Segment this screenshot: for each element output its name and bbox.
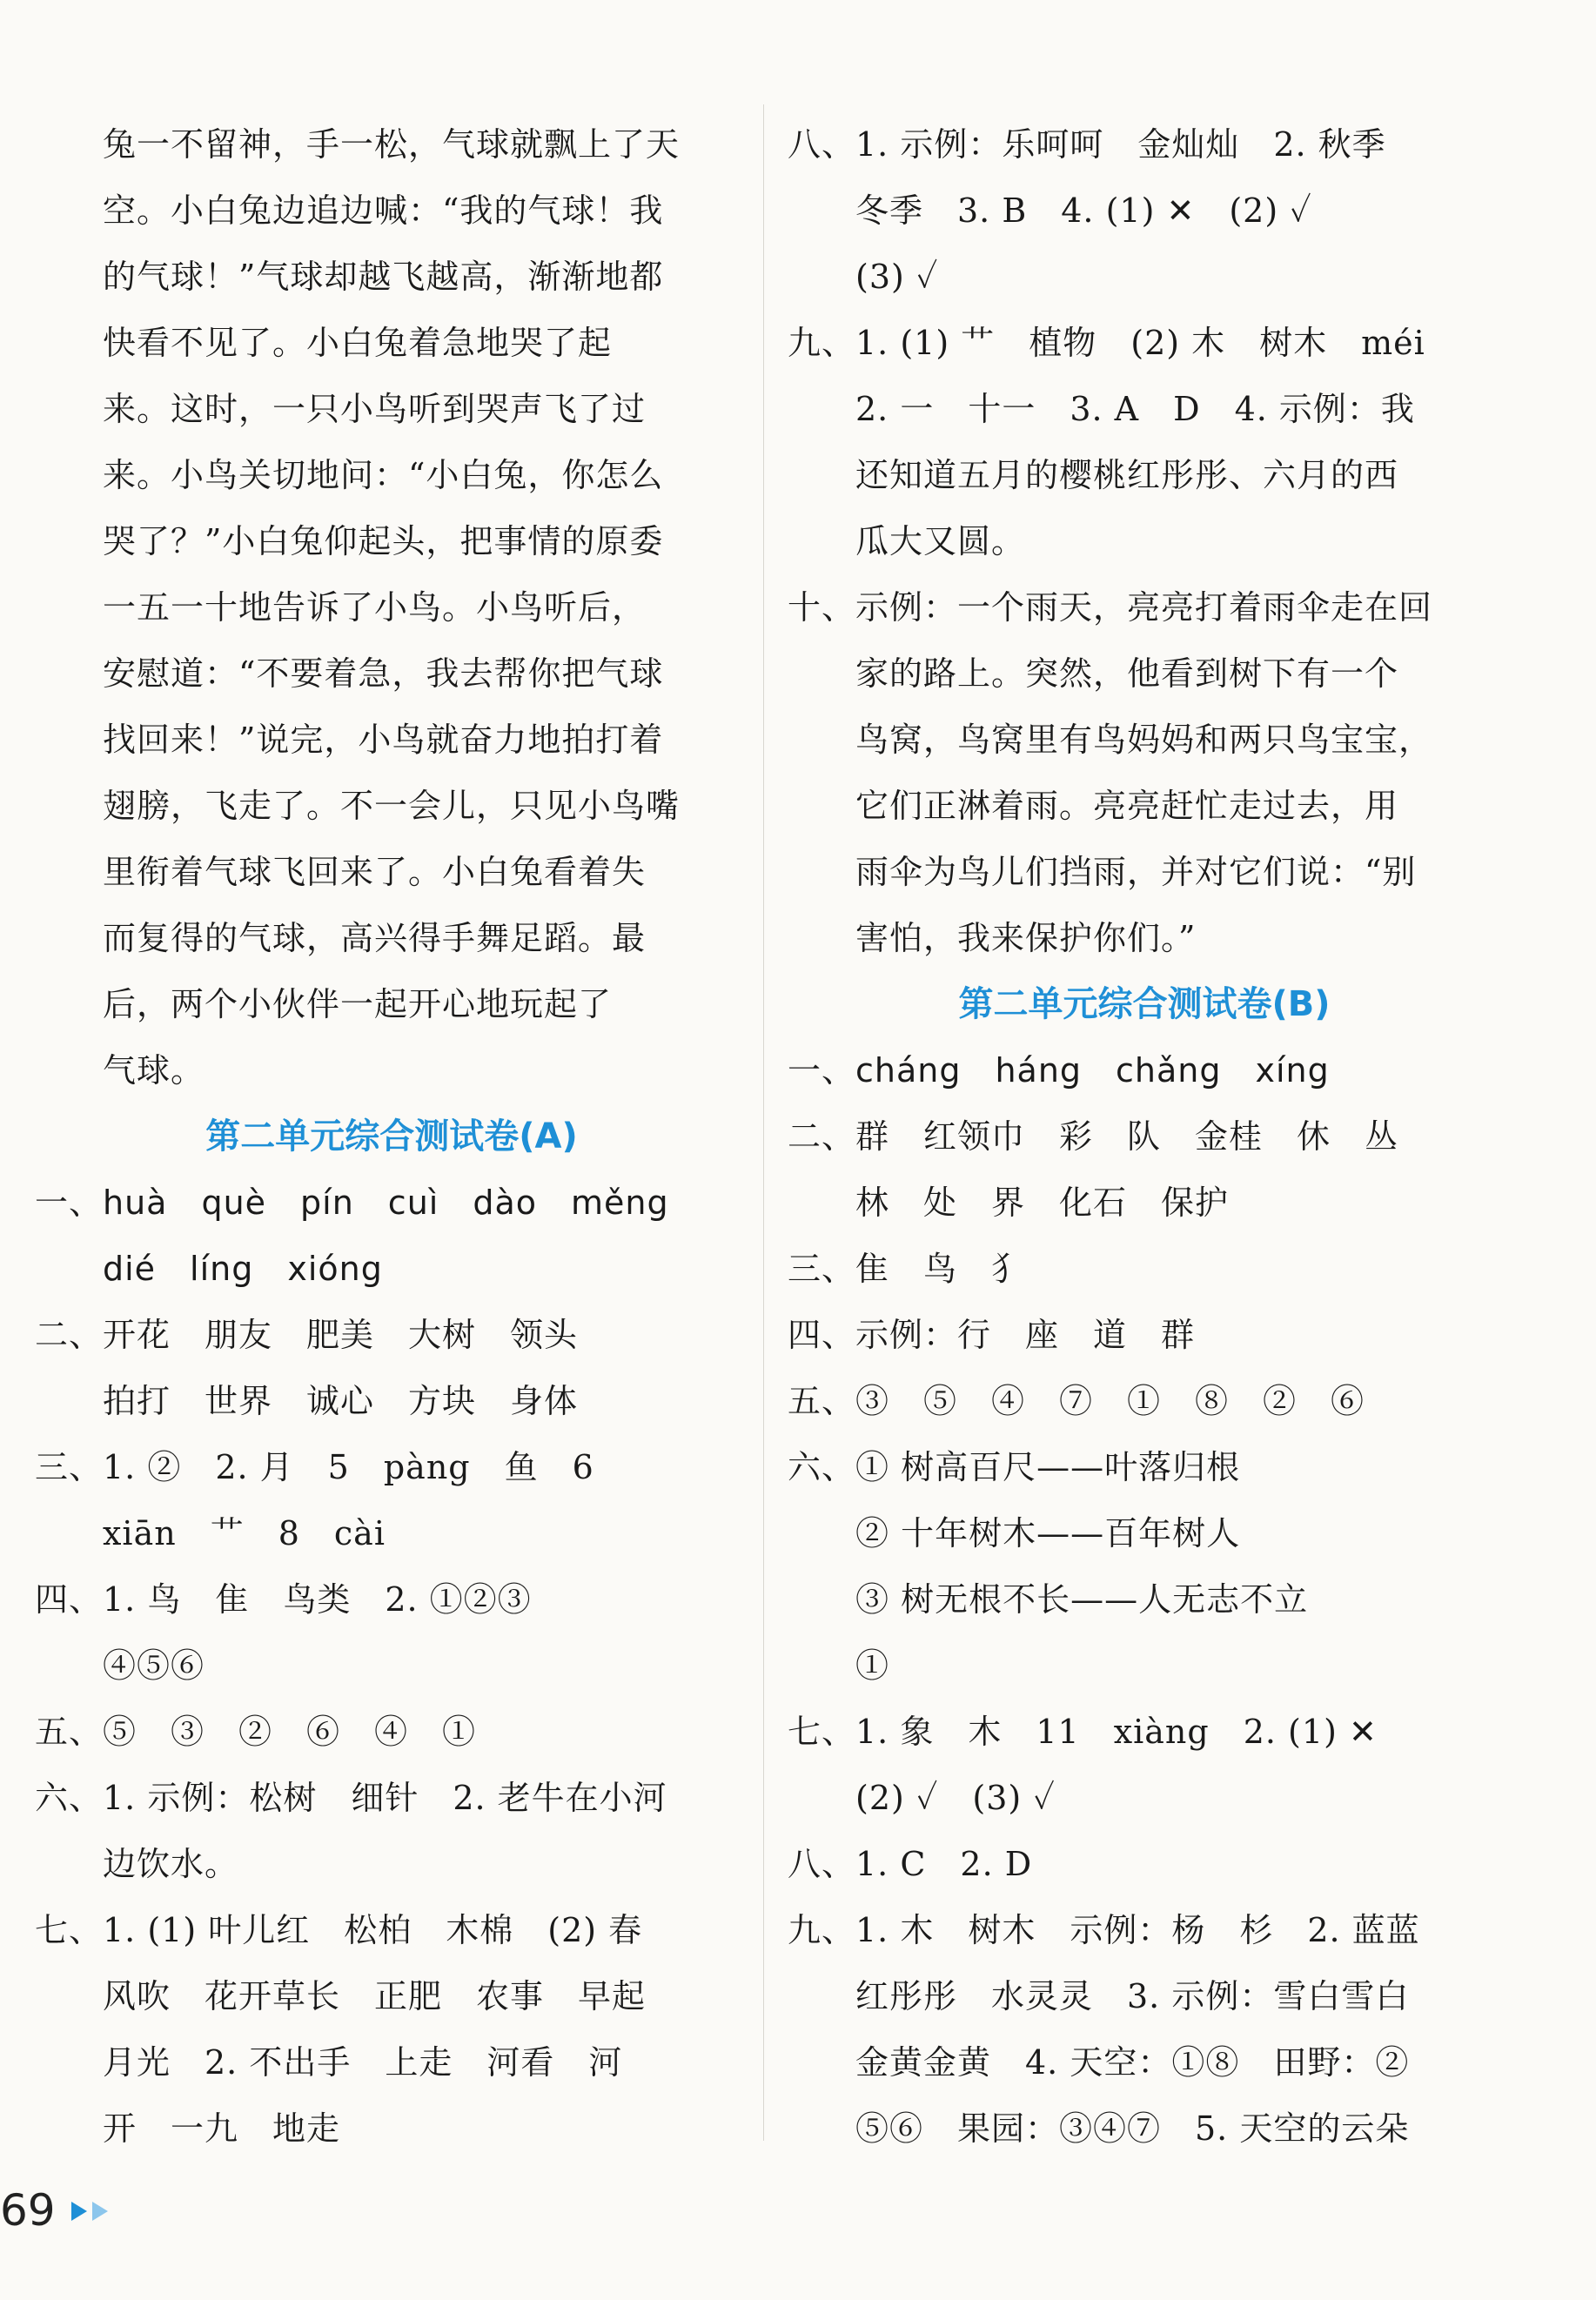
answer-line: 家的路上。突然，他看到树下有一个 [788,654,1399,693]
answer-line: 一、cháng háng chǎng xíng [788,1051,1330,1090]
text-line: 找回来！”说完，小鸟就奋力地拍打着 [35,721,664,759]
answer-line: 二、开花 朋友 肥美 大树 领头 [35,1316,579,1354]
text-line: 里衔着气球飞回来了。小白兔看着失 [35,853,647,891]
play-arrow-icon [92,2202,108,2221]
text-line: 气球。 [35,1051,205,1090]
text-line: 的气球！”气球却越飞越高，渐渐地都 [35,258,664,296]
answer-line: ⑤⑥ 果园：③④⑦ 5. 天空的云朵 [788,2109,1410,2148]
answer-line: 六、1. 示例：松树 细针 2. 老牛在小河 [35,1779,667,1817]
section-heading-b: 第二单元综合测试卷(B) [958,984,1331,1024]
answers-b [788,1037,1501,2162]
answer-line: 拍打 世界 诚心 方块 身体 [35,1382,579,1420]
answer-line: ③ 树无根不长——人无志不立 [788,1580,1309,1619]
answer-line: 八、1. 示例：乐呵呵 金灿灿 2. 秋季 [788,125,1386,164]
answer-line: dié líng xióng [35,1250,383,1288]
text-line: 后，两个小伙伴一起开心地玩起了 [35,985,613,1023]
text-line: 空。小白兔边追边喊：“我的气球！我 [35,191,664,230]
answer-line: 雨伞为鸟儿们挡雨，并对它们说：“别 [788,853,1417,891]
answer-line: 月光 2. 不出手 上走 河看 河 [35,2043,623,2082]
answer-line: 五、⑤ ③ ② ⑥ ④ ① [35,1713,477,1751]
answer-line: 四、示例：行 座 道 群 [788,1316,1196,1354]
play-arrow-icon [71,2202,87,2221]
text-line: 一五一十地告诉了小鸟。小鸟听后， [35,588,647,627]
answer-line: 二、群 红领巾 彩 队 金桂 休 丛 [788,1117,1399,1156]
answers-continued [788,111,1501,971]
answer-line: 金黄金黄 4. 天空：①⑧ 田野：② [788,2043,1410,2082]
answer-line: 边饮水。 [35,1845,239,1883]
answer-line: 林 处 界 化石 保护 [788,1184,1230,1222]
answer-line: 红彤彤 水灵灵 3. 示例：雪白雪白 [788,1977,1410,2015]
page-footer [0,2184,174,2245]
answer-line: 九、1. (1) 艹 植物 (2) 木 树木 méi [788,324,1425,362]
answer-line: 三、1. ② 2. 月 5 pàng 鱼 6 [35,1448,594,1486]
answers-a [35,1170,748,2162]
answer-line: (2) ✓ (3) ✓ [788,1779,1056,1817]
text-line: 兔一不留神，手一松，气球就飘上了天 [35,125,681,164]
answer-line: 瓜大又圆。 [788,522,1026,560]
answer-line: 2. 一 十一 3. A D 4. 示例：我 [788,390,1415,428]
answer-line: 还知道五月的樱桃红彤彤、六月的西 [788,456,1399,494]
text-line: 来。小鸟关切地问：“小白兔，你怎么 [35,456,664,494]
page-number: 69 [0,2185,56,2236]
text-line: 哭了？”小白兔仰起头，把事情的原委 [35,522,664,560]
answer-line: ④⑤⑥ [35,1646,205,1685]
left-column [35,111,748,2162]
answer-line: 四、1. 鸟 隹 鸟类 2. ①②③ [35,1580,532,1619]
answer-line: 八、1. C 2. D [788,1845,1033,1883]
answer-line: 鸟窝，鸟窝里有鸟妈妈和两只鸟宝宝， [788,721,1433,759]
answer-line: ② 十年树木——百年树人 [788,1514,1241,1552]
answer-line: 九、1. 木 树木 示例：杨 杉 2. 蓝蓝 [788,1911,1420,1949]
answer-line: 害怕，我来保护你们。” [788,919,1197,957]
text-line: 翅膀，飞走了。不一会儿，只见小鸟嘴 [35,787,681,825]
answer-line: 开 一九 地走 [35,2109,341,2148]
answer-line: 十、示例：一个雨天，亮亮打着雨伞走在回 [788,588,1433,627]
text-line: 来。这时，一只小鸟听到哭声飞了过 [35,390,647,428]
text-line: 快看不见了。小白兔着急地哭了起 [35,324,613,362]
story-paragraph [35,111,748,1103]
answer-line: 风吹 花开草长 正肥 农事 早起 [35,1977,647,2015]
answer-line: 五、③ ⑤ ④ ⑦ ① ⑧ ② ⑥ [788,1382,1365,1420]
section-heading-a: 第二单元综合测试卷(A) [205,1116,578,1157]
answer-line: 一、huà què pín cuì dào měng [35,1184,669,1222]
right-column [788,111,1501,2162]
text-line: 而复得的气球，高兴得手舞足蹈。最 [35,919,647,957]
answer-line: 七、1. (1) 叶儿红 松柏 木棉 (2) 春 [35,1911,643,1949]
text-line: 安慰道：“不要着急，我去帮你把气球 [35,654,664,693]
column-divider [763,104,764,2141]
answer-line: 七、1. 象 木 11 xiàng 2. (1) ✕ [788,1713,1378,1751]
answer-line: 三、隹 鸟 犭 [788,1250,1026,1288]
answer-line: xiān 艹 8 cài [35,1514,386,1552]
answer-line: 六、① 树高百尺——叶落归根 [788,1448,1241,1486]
answer-line: 冬季 3. B 4. (1) ✕ (2) ✓ [788,191,1312,230]
answer-line: 它们正淋着雨。亮亮赶忙走过去，用 [788,787,1399,825]
answer-line: (3) ✓ [788,258,939,296]
answer-line: ① [788,1646,890,1685]
